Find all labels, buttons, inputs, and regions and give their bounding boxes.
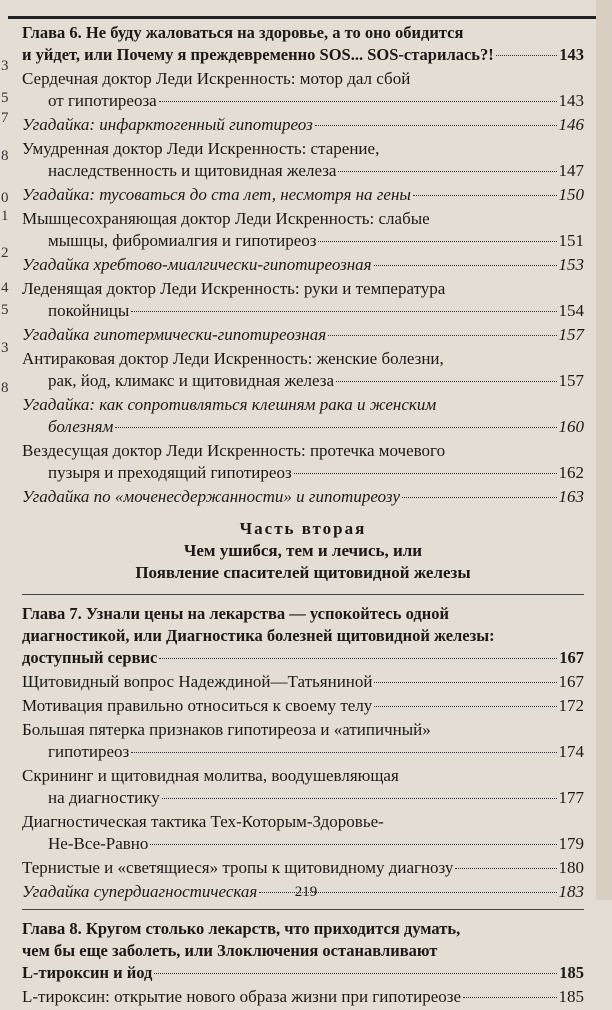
- part-title-line-2: Появление спасителей щитовидной железы: [135, 563, 471, 582]
- toc-entry[interactable]: [22, 324, 584, 346]
- toc-entry-text: на диагностику: [48, 788, 160, 807]
- dot-leader: [463, 997, 556, 998]
- margin-mark: 8: [1, 148, 9, 164]
- dot-leader: [496, 55, 557, 56]
- toc-entry[interactable]: [22, 440, 584, 484]
- toc-entry-text: Глава 6. Не буду жаловаться на здоровье, а то оно обидится: [22, 23, 464, 42]
- toc-entry[interactable]: [22, 603, 584, 669]
- dot-leader: [294, 473, 557, 474]
- toc-page-number: 179: [558, 834, 584, 853]
- dot-leader: [336, 381, 556, 382]
- toc-group-chapter-7: [22, 603, 584, 903]
- toc-page-number: 183: [558, 882, 584, 901]
- toc-entry-text: чем бы еще заболеть, или Злоключения останавливают: [22, 941, 438, 960]
- toc-entry[interactable]: [22, 486, 584, 508]
- toc-entry-text: Угадайка по «моченесдержанности» и гипотиреозу: [22, 487, 400, 506]
- dot-leader: [338, 171, 556, 172]
- dot-leader: [374, 682, 556, 683]
- toc-entry-text: Диагностическая тактика Тех-Которым-Здоровье-: [22, 812, 384, 831]
- toc-page-number: 167: [558, 672, 584, 691]
- dot-leader: [162, 798, 557, 799]
- margin-mark: 5: [1, 302, 9, 318]
- toc-entry-text: Не-Все-Равно: [48, 834, 149, 853]
- divider: [22, 594, 584, 595]
- margin-mark: 4: [1, 280, 9, 296]
- margin-mark: 3: [1, 340, 9, 356]
- dot-leader: [328, 335, 556, 336]
- toc-entry-text: Угадайка гипотермически-гипотиреозная: [22, 325, 327, 344]
- toc-entry-text: Мотивация правильно относиться к своему телу: [22, 696, 373, 715]
- toc-entry-text: и уйдет, или Почему я преждевременно SOS... SOS-старилась?!: [22, 45, 494, 64]
- toc-entry-text: доступный сервис: [22, 648, 158, 667]
- toc-entry-text: Глава 7. Узнали цены на лекарства — успокойтесь одной: [22, 604, 449, 623]
- toc-entry[interactable]: [22, 68, 584, 112]
- toc-group-chapter-6: [22, 22, 584, 508]
- toc-page-number: 180: [558, 858, 584, 877]
- toc-entry[interactable]: [22, 184, 584, 206]
- toc-entry-text: покойницы: [48, 301, 130, 320]
- dot-leader: [402, 497, 557, 498]
- toc-page-number: 143: [558, 91, 584, 110]
- dot-leader: [115, 427, 556, 428]
- toc-entry[interactable]: [22, 278, 584, 322]
- dot-leader: [455, 868, 556, 869]
- toc-entry[interactable]: [22, 22, 584, 66]
- toc-entry-text: Глава 8. Кругом столько лекарств, что приходится думать,: [22, 919, 461, 938]
- toc-entry[interactable]: [22, 986, 584, 1008]
- toc-entry-text: Леденящая доктор Леди Искренность: руки и температура: [22, 279, 446, 298]
- toc-entry-text: Большая пятерка признаков гипотиреоза и «атипичный»: [22, 720, 431, 739]
- toc-page-number: 150: [558, 185, 584, 204]
- toc-entry-text: мышцы, фибромиалгия и гипотиреоз: [48, 231, 317, 250]
- toc-entry-text: пузыря и преходящий гипотиреоз: [48, 463, 292, 482]
- margin-mark: 3: [1, 58, 9, 74]
- toc-entry[interactable]: [22, 671, 584, 693]
- dot-leader: [150, 844, 556, 845]
- toc-page-number: 151: [558, 231, 584, 250]
- dot-leader: [154, 973, 557, 974]
- toc-entry-text: Мышцесохраняющая доктор Леди Искренность: слабые: [22, 209, 430, 228]
- right-margin-bleed: [596, 0, 612, 900]
- toc-page-number: 157: [558, 371, 584, 390]
- dot-leader: [374, 265, 557, 266]
- part-title-line-1: Чем ушибся, тем и лечись, или: [183, 541, 423, 560]
- margin-mark: 8: [1, 380, 9, 396]
- toc-entry-text: гипотиреоз: [48, 742, 130, 761]
- part-label: Часть вторая: [239, 519, 367, 538]
- toc-entry[interactable]: [22, 857, 584, 879]
- toc-entry-text: Угадайка: инфарктогенный гипотиреоз: [22, 115, 313, 134]
- top-rule: [8, 0, 612, 19]
- toc-entry[interactable]: [22, 765, 584, 809]
- toc-entry-text: Щитовидный вопрос Надеждиной—Татьяниной: [22, 672, 373, 691]
- margin-mark: 1: [1, 208, 9, 224]
- toc-page-number: 185: [558, 987, 584, 1006]
- margin-mark: 5: [1, 90, 9, 106]
- dot-leader: [315, 125, 557, 126]
- part-two-heading: [22, 518, 584, 584]
- toc-entry[interactable]: [22, 394, 584, 438]
- dot-leader: [413, 195, 557, 196]
- toc-entry[interactable]: [22, 811, 584, 855]
- toc-entry-text: Умудренная доктор Леди Искренность: старение,: [22, 139, 380, 158]
- toc-page-number: 174: [558, 742, 584, 761]
- toc-page-number: 143: [559, 45, 584, 64]
- toc-entry[interactable]: [22, 254, 584, 276]
- toc-page-number: 172: [558, 696, 584, 715]
- dot-leader: [131, 311, 556, 312]
- dot-leader: [374, 706, 556, 707]
- toc-entry-text: болезням: [48, 417, 114, 436]
- table-of-contents: [22, 22, 584, 1010]
- toc-page-number: 154: [558, 301, 584, 320]
- toc-entry-text: L-тироксин: открытие нового образа жизни при гипотиреозе: [22, 987, 462, 1006]
- toc-entry-text: Скрининг и щитовидная молитва, воодушевляющая: [22, 766, 399, 785]
- toc-entry[interactable]: [22, 348, 584, 392]
- toc-entry-text: диагностикой, или Диагностика болезней щитовидной железы:: [22, 626, 495, 645]
- toc-entry[interactable]: [22, 918, 584, 984]
- toc-page-number: 147: [558, 161, 584, 180]
- dot-leader: [159, 101, 557, 102]
- toc-page-number: 153: [558, 255, 584, 274]
- toc-page-number: 167: [559, 648, 584, 667]
- toc-entry-text: Сердечная доктор Леди Искренность: мотор дал сбой: [22, 69, 411, 88]
- dot-leader: [318, 241, 556, 242]
- toc-entry-text: Угадайка супердиагностическая: [22, 882, 258, 901]
- toc-entry[interactable]: [22, 695, 584, 717]
- margin-mark: 0: [1, 190, 9, 206]
- dot-leader: [159, 658, 557, 659]
- toc-entry-text: наследственность и щитовидная железа: [48, 161, 337, 180]
- toc-group-chapter-8: [22, 918, 584, 1008]
- toc-page-number: 177: [558, 788, 584, 807]
- margin-mark: 2: [1, 245, 9, 261]
- divider: [22, 909, 584, 910]
- toc-page-number: 163: [558, 487, 584, 506]
- toc-entry-text: Угадайка: как сопротивляться клешням рака и женским: [22, 395, 437, 414]
- toc-entry-text: Тернистые и «светящиеся» тропы к щитовидному диагнозу: [22, 858, 454, 877]
- dot-leader: [131, 752, 556, 753]
- toc-entry-text: Угадайка: тусоваться до ста лет, несмотря на гены: [22, 185, 411, 204]
- toc-entry-text: L-тироксин и йод: [22, 963, 153, 982]
- toc-entry-text: Вездесущая доктор Леди Искренность: протечка мочевого: [22, 441, 446, 460]
- toc-entry[interactable]: [22, 208, 584, 252]
- toc-entry[interactable]: [22, 114, 584, 136]
- toc-entry[interactable]: [22, 138, 584, 182]
- toc-entry-text: рак, йод, климакс и щитовидная железа: [48, 371, 335, 390]
- margin-mark: 7: [1, 110, 9, 126]
- toc-page-number: 185: [559, 963, 584, 982]
- toc-page-number: 157: [558, 325, 584, 344]
- toc-page-number: 160: [558, 417, 584, 436]
- toc-page-number: 162: [558, 463, 584, 482]
- toc-page-number: 146: [558, 115, 584, 134]
- toc-entry-text: Угадайка хребтово-миалгически-гипотиреозная: [22, 255, 372, 274]
- toc-entry[interactable]: [22, 719, 584, 763]
- page-number: 219: [294, 884, 318, 900]
- toc-entry-text: от гипотиреоза: [48, 91, 157, 110]
- toc-entry-text: Антираковая доктор Леди Искренность: женские болезни,: [22, 349, 444, 368]
